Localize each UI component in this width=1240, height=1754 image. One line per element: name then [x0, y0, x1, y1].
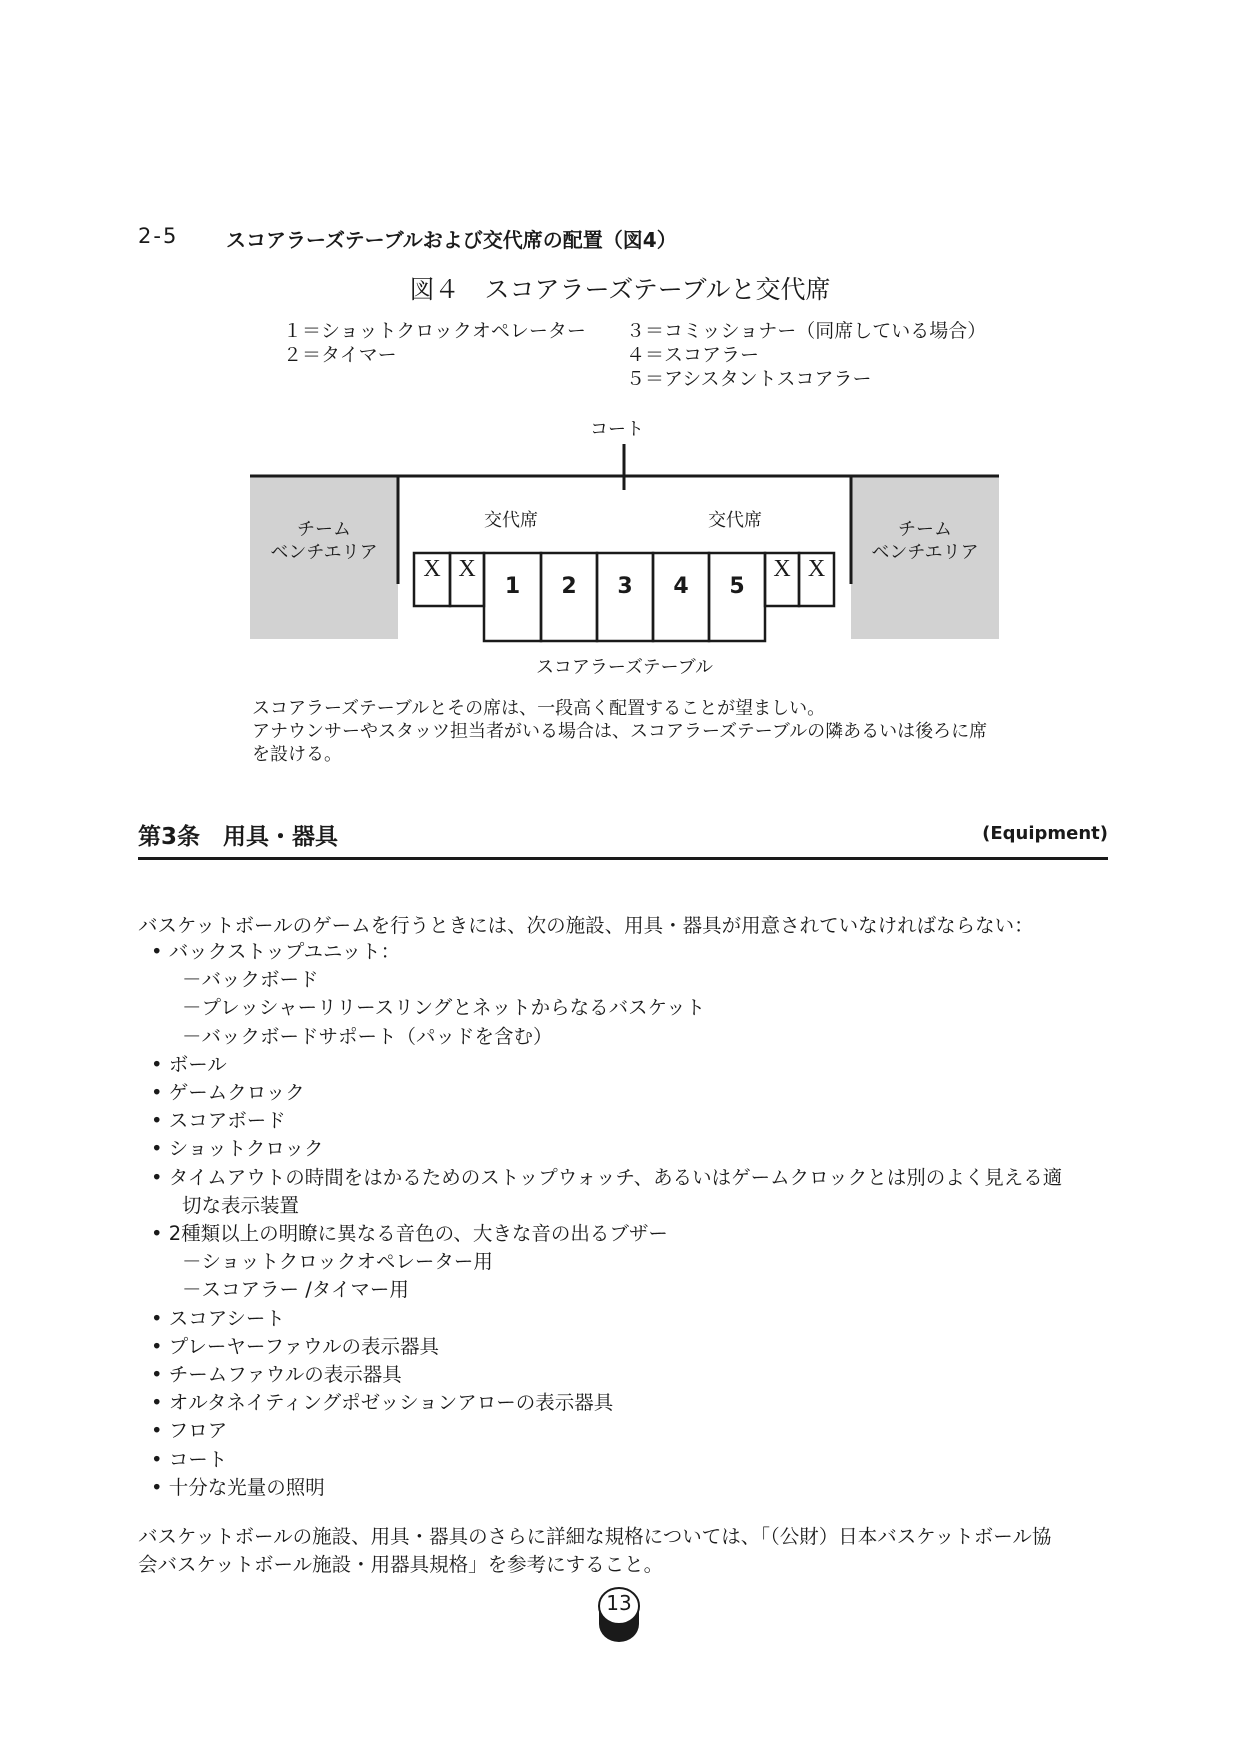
sub-seat-label-right: 交代席	[708, 510, 762, 531]
seat-number: 3	[617, 574, 633, 599]
list-item: • オルタネイティングポゼッションアローの表示器具	[151, 1391, 614, 1415]
legend-item: ３＝コミッショナー（同席している場合）	[626, 320, 987, 342]
article-intro: バスケットボールのゲームを行うときには、次の施設、用具・器具が用意されていなければならない：	[138, 914, 1034, 937]
list-item: • ボール	[151, 1052, 227, 1076]
legend-item: ４＝スコアラー	[626, 344, 760, 366]
list-item: • タイムアウトの時間をはかるためのストップウォッチ、あるいはゲームクロックとは別のよく見える適	[151, 1165, 1063, 1189]
figure-title: 図４ スコアラーズテーブルと交代席	[409, 275, 831, 304]
list-item: • ゲームクロック	[151, 1081, 305, 1105]
article-closing	[138, 1523, 1113, 1579]
seat-number: 5	[729, 574, 745, 599]
bench-label-right	[851, 518, 999, 564]
court-label: コート	[590, 419, 644, 440]
list-subitem: －バックボード	[182, 968, 319, 992]
sub-seat-label-left: 交代席	[484, 510, 538, 531]
note-line: を設ける。	[252, 744, 342, 765]
list-item: • ショットクロック	[151, 1137, 324, 1161]
x-mark: X	[423, 556, 441, 582]
bench-label-left	[250, 518, 398, 564]
seat-number: 2	[561, 574, 577, 599]
list-item: • フロア	[151, 1419, 228, 1443]
legend-item: ５＝アシスタントスコアラー	[626, 368, 872, 390]
list-item: • スコアシート	[151, 1306, 285, 1330]
bench-label-line: チーム	[898, 519, 952, 540]
list-subitem: －プレッシャーリリースリングとネットからなるバスケット	[182, 996, 706, 1020]
section-title: スコアラーズテーブルおよび交代席の配置（図4）	[226, 228, 677, 252]
article-title: 第3条 用具・器具	[138, 824, 339, 850]
legend-item: ２＝タイマー	[283, 344, 397, 366]
bench-label-line: ベンチエリア	[871, 542, 979, 563]
bench-label-line: チーム	[297, 519, 351, 540]
legend-item: １＝ショットクロックオペレーター	[283, 320, 586, 342]
equipment-list	[138, 938, 1118, 1502]
table-label: スコアラーズテーブル	[535, 657, 714, 678]
list-item: • チームファウルの表示器具	[151, 1363, 402, 1387]
list-item: • スコアボード	[151, 1109, 286, 1133]
x-mark: X	[773, 556, 791, 582]
x-mark: X	[458, 556, 476, 582]
figure-note	[252, 697, 1012, 766]
note-line: スコアラーズテーブルとその席は、一段高く配置することが望ましい。	[252, 698, 826, 719]
heading-rule	[138, 857, 1108, 860]
closing-line: バスケットボールの施設、用具・器具のさらに詳細な規格については、「（公財）日本バスケットボール協	[138, 1525, 1052, 1548]
list-item: • 十分な光量の照明	[151, 1475, 325, 1499]
list-item: • プレーヤーファウルの表示器具	[151, 1334, 439, 1358]
section-number: 2-5	[138, 224, 179, 248]
list-item-continuation: 切な表示装置	[182, 1193, 300, 1217]
list-item: • 2種類以上の明瞭に異なる音色の、大きな音の出るブザー	[151, 1222, 668, 1246]
closing-line: 会バスケットボール施設・用器具規格」を参考にすること。	[138, 1553, 664, 1576]
list-subitem: －バックボードサポート（パッドを含む）	[182, 1024, 553, 1048]
note-line: アナウンサーやスタッツ担当者がいる場合は、スコアラーズテーブルの隣あるいは後ろに席	[252, 721, 988, 742]
seat-number: 4	[673, 574, 689, 599]
list-subitem: －スコアラー /タイマー用	[182, 1278, 409, 1302]
bench-label-line: ベンチエリア	[270, 542, 378, 563]
list-item: • バックストップユニット：	[151, 940, 401, 963]
seat-number: 1	[504, 574, 521, 599]
list-subitem: －ショットクロックオペレーター用	[182, 1250, 493, 1274]
list-item: • コート	[151, 1447, 228, 1471]
page-number: 13	[606, 1591, 632, 1615]
x-mark: X	[807, 556, 826, 582]
article-title-en: (Equipment)	[982, 823, 1108, 844]
